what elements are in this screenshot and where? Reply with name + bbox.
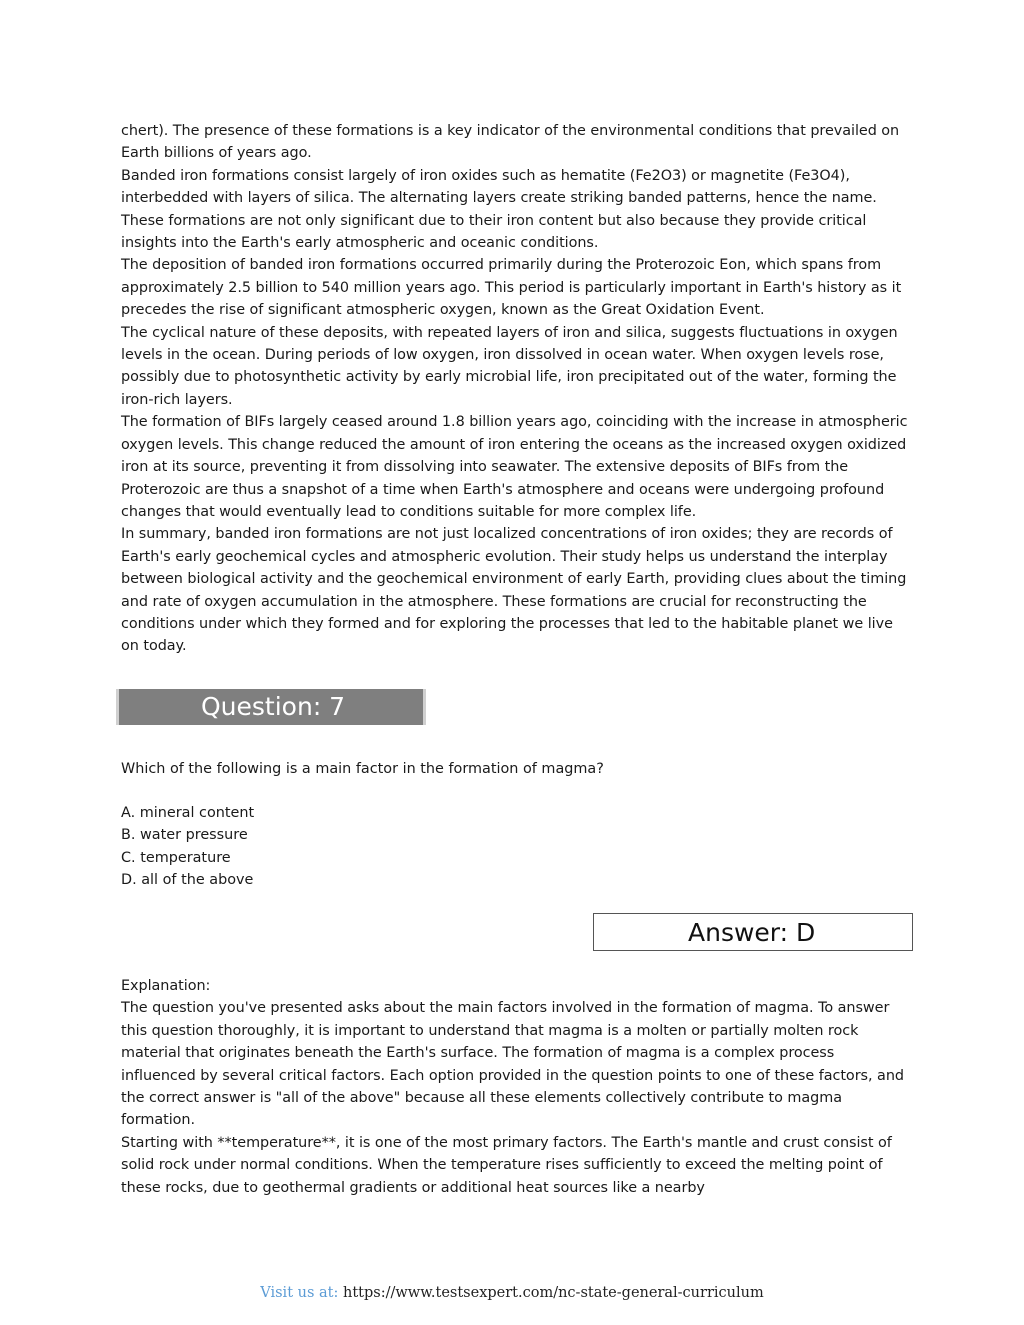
explanation-section [121, 975, 911, 1199]
question-banner [116, 689, 426, 725]
question-number: Question: 7 [201, 692, 346, 721]
option-a: A. mineral content [121, 805, 255, 821]
intro-paragraph-6: In summary, banded iron formations are not just localized concentrations of iron oxides; they are records of Earth's early geochemical cycles and atmospheric evolution. Their study helps us understand the interplay between biological activity and the geochemical environment of early Earth, providing clues about the timing and rate of oxygen accumulation in the atmosphere. These formations are crucial for reconstructing the conditions under which they formed and for exploring the processes that led to the habitable planet we live on today. [121, 526, 907, 655]
answer-options [121, 802, 254, 892]
page-footer [0, 1285, 1024, 1301]
question-text: Which of the following is a main factor in the formation of magma? [121, 761, 604, 777]
intro-text [121, 120, 911, 658]
intro-paragraph-4: The cyclical nature of these deposits, with repeated layers of iron and silica, suggests fluctuations in oxygen levels in the ocean. During periods of low oxygen, iron dissolved in ocean water. When oxygen levels rose, possibly due to photosynthetic activity by early microbial life, iron precipitated out of the water, forming the iron-rich layers. [121, 324, 898, 408]
option-b: B. water pressure [121, 827, 248, 844]
option-d: D. all of the above [121, 872, 254, 889]
answer-label: Answer: D [688, 918, 816, 947]
footer-url-link[interactable]: https://www.testsexpert.com/nc-state-general-curriculum [343, 1285, 764, 1301]
explanation-heading: Explanation: [121, 978, 211, 994]
intro-paragraph-1: chert). The presence of these formations is a key indicator of the environmental conditions that prevailed on Earth billions of years ago. [121, 123, 900, 162]
intro-paragraph-5: The formation of BIFs largely ceased around 1.8 billion years ago, coinciding with the increase in atmospheric oxygen levels. This change reduced the amount of iron entering the oceans as the increased oxygen oxidized iron at its source, preventing it from dissolving into seawater. The extensive deposits of BIFs from the Proterozoic are thus a snapshot of a time when Earth's atmosphere and oceans were undergoing profound changes that would eventually lead to conditions suitable for more complex life. [121, 414, 908, 520]
explanation-paragraph-2: Starting with **temperature**, it is one of the most primary factors. The Earth's mantle and crust consist of solid rock under normal conditions. When the temperature rises sufficiently to exceed the melting point of these rocks, due to geothermal gradients or additional heat sources like a nearby [121, 1134, 892, 1196]
intro-paragraph-3: The deposition of banded iron formations occurred primarily during the Proterozoic Eon, which spans from approximately 2.5 billion to 540 million years ago. This period is particularly important in Earth's history as it precedes the rise of significant atmospheric oxygen, known as the Great Oxidation Event. [121, 257, 902, 319]
intro-paragraph-2: Banded iron formations consist largely of iron oxides such as hematite (Fe2O3) or magnetite (Fe3O4), interbedded with layers of silica. The alternating layers create striking banded patterns, hence the name. These formations are not only significant due to their iron content but also because they provide critical insights into the Earth's early atmospheric and oceanic conditions. [121, 167, 877, 252]
explanation-paragraph-1: The question you've presented asks about the main factors involved in the formation of magma. To answer this question thoroughly, it is important to understand that magma is a molten or partially molten rock material that originates beneath the Earth's surface. The formation of magma is a complex process influenced by several critical factors. Each option provided in the question points to one of these factors, and the correct answer is "all of the above" because all these elements collectively contribute to magma formation. [121, 1000, 904, 1129]
footer-visit-label: Visit us at: [260, 1285, 339, 1301]
option-c: C. temperature [121, 849, 231, 866]
answer-box [593, 913, 913, 951]
